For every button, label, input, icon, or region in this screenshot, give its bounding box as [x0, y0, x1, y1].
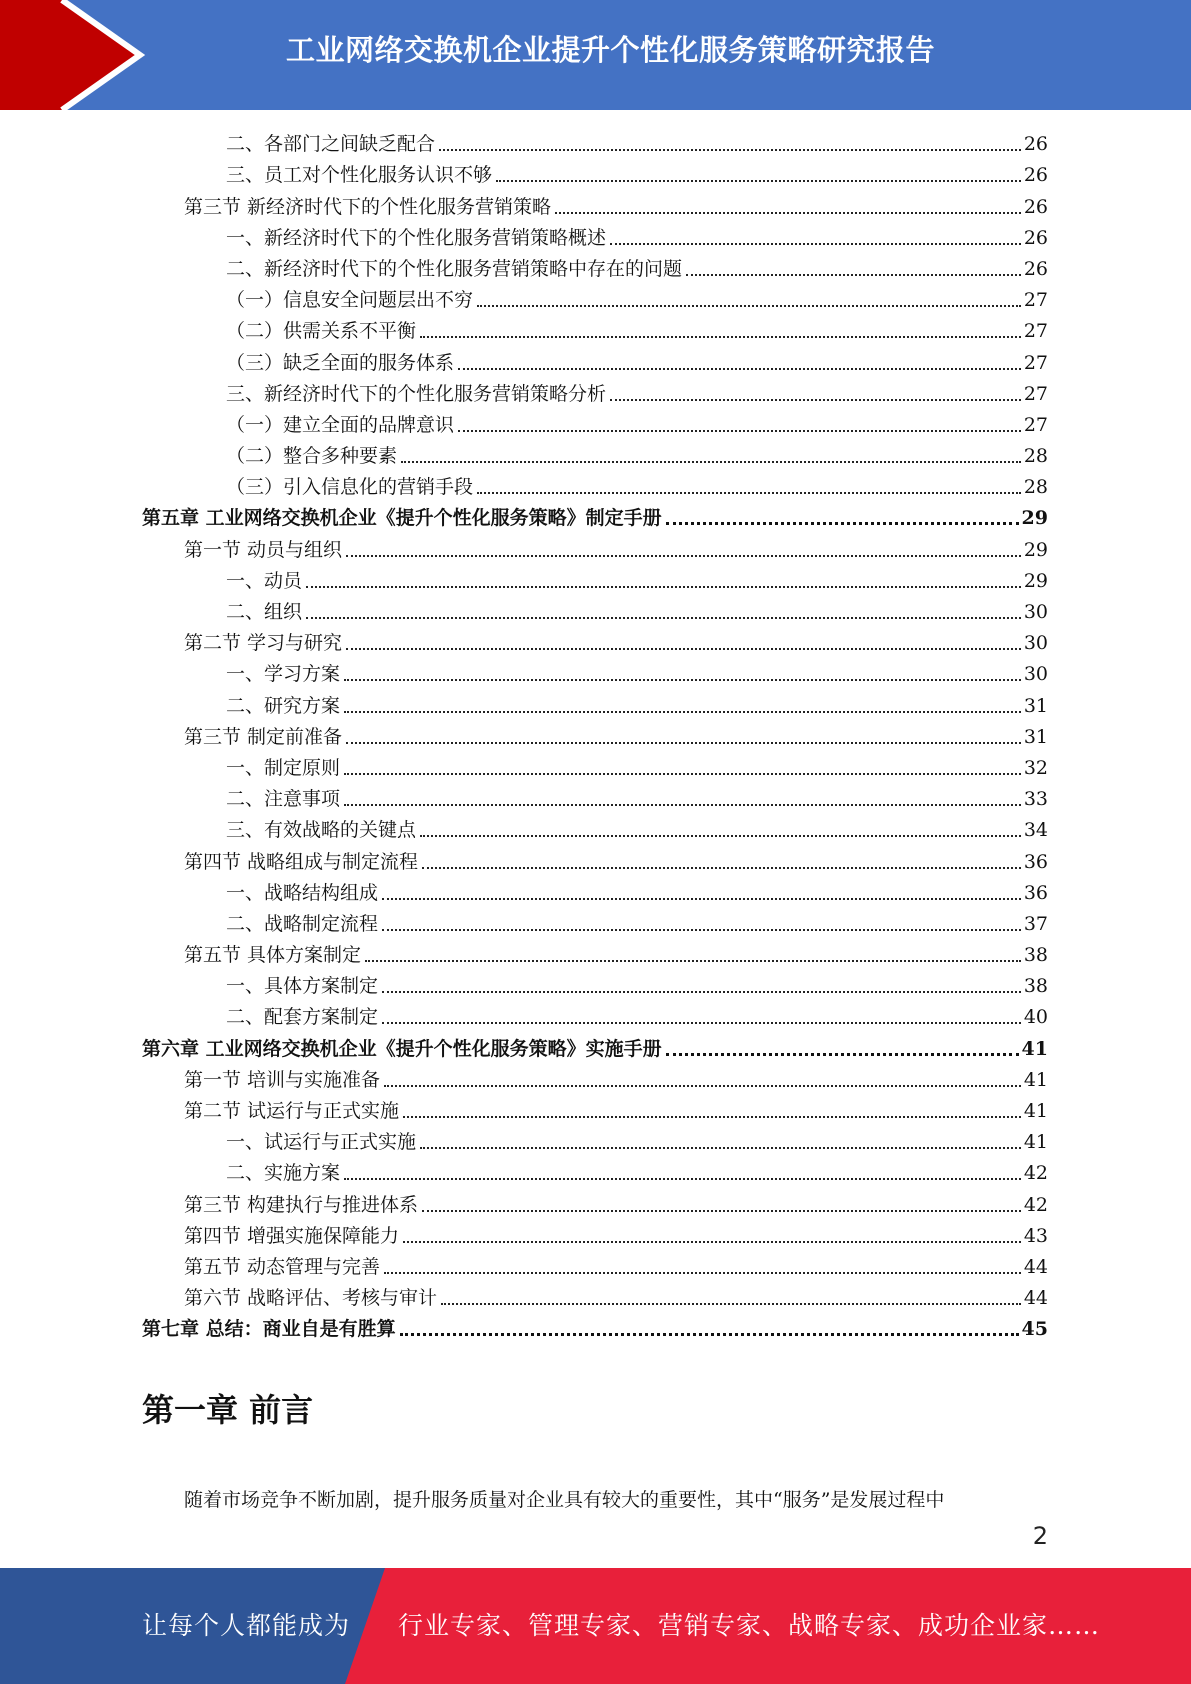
- toc-entry-title: 一、新经济时代下的个性化服务营销策略概述: [226, 226, 607, 249]
- toc-entry-title: 第四节 增强实施保障能力: [184, 1224, 400, 1247]
- toc-entry-page: 34: [1023, 819, 1048, 842]
- toc-section-entry[interactable]: [0, 1251, 1191, 1282]
- toc-entry-title: 一、试运行与正式实施: [226, 1131, 417, 1154]
- toc-entry-title: 第三节 制定前准备: [184, 725, 343, 748]
- toc-dot-leader: [458, 429, 1021, 432]
- toc-section-entry[interactable]: [0, 190, 1191, 221]
- toc-entry-title: （二）整合多种要素: [226, 445, 398, 468]
- toc-dot-leader: [420, 834, 1021, 837]
- toc-entry-page: 43: [1023, 1224, 1048, 1247]
- toc-dot-leader: [610, 398, 1021, 401]
- toc-dot-leader: [344, 772, 1021, 775]
- toc-chapter-entry[interactable]: [0, 502, 1191, 533]
- toc-entry-title: 二、组织: [226, 601, 303, 623]
- toc-dot-leader: [420, 335, 1021, 338]
- toc-entry-title: 第五节 动态管理与完善: [184, 1255, 381, 1278]
- toc-entry-page: 40: [1023, 1006, 1048, 1029]
- toc-entry-page: 27: [1023, 413, 1048, 436]
- toc-entry-page: 26: [1023, 164, 1048, 187]
- toc-dot-leader: [306, 585, 1021, 588]
- toc-entry-title: 第二节 试运行与正式实施: [184, 1100, 400, 1122]
- toc-entry-page: 44: [1023, 1255, 1048, 1278]
- toc-entry-title: （三）缺乏全面的服务体系: [226, 351, 455, 374]
- toc-section-entry[interactable]: [0, 845, 1191, 876]
- toc-dot-leader: [458, 367, 1021, 370]
- toc-dot-leader: [346, 554, 1021, 557]
- toc-section-entry[interactable]: [0, 721, 1191, 752]
- toc-dot-leader: [477, 304, 1021, 307]
- toc-entry-page: 36: [1023, 881, 1048, 904]
- toc-entry-page: 26: [1023, 226, 1048, 249]
- toc-entry-page: 30: [1023, 663, 1048, 686]
- toc-entry-page: 36: [1023, 850, 1048, 873]
- toc-entry-title: 第二节 学习与研究: [184, 632, 343, 655]
- toc-entry-title: 二、研究方案: [226, 694, 341, 717]
- toc-entry-title: 第七章 总结：商业自是有胜算: [142, 1318, 396, 1341]
- toc-dot-leader: [422, 1209, 1021, 1212]
- toc-subsection-entry[interactable]: [0, 1001, 1191, 1032]
- toc-entry-title: 二、新经济时代下的个性化服务营销策略中存在的问题: [226, 257, 683, 280]
- toc-entry-title: （一）信息安全问题层出不穷: [226, 289, 474, 312]
- toc-entry-page: 32: [1023, 756, 1048, 779]
- toc-section-entry[interactable]: [0, 627, 1191, 658]
- toc-subsection-entry[interactable]: [0, 565, 1191, 596]
- toc-entry-page: 30: [1023, 601, 1048, 623]
- toc-dot-leader: [384, 1271, 1021, 1274]
- toc-entry-title: 一、具体方案制定: [226, 975, 379, 998]
- toc-subsection-entry[interactable]: [0, 970, 1191, 1001]
- toc-entry-page: 29: [1021, 507, 1048, 530]
- toc-entry-title: 第四节 战略组成与制定流程: [184, 850, 419, 873]
- toc-entry-title: 第五章 工业网络交换机企业《提升个性化服务策略》制定手册: [142, 507, 662, 530]
- toc-section-entry[interactable]: [0, 1064, 1191, 1095]
- toc-dot-leader: [477, 491, 1021, 494]
- toc-entry-title: （一）建立全面的品牌意识: [226, 413, 455, 436]
- toc-dot-leader: [306, 616, 1021, 619]
- toc-dot-leader: [439, 148, 1021, 151]
- toc-entry-page: 28: [1023, 476, 1048, 499]
- toc-entry-page: 26: [1023, 133, 1048, 156]
- toc-entry-page: 37: [1023, 912, 1048, 935]
- toc-dot-leader: [344, 803, 1021, 806]
- toc-entry-title: 二、配套方案制定: [226, 1006, 379, 1029]
- toc-entry-title: 第三节 构建执行与推进体系: [184, 1193, 419, 1216]
- toc-subsection-entry[interactable]: [0, 1157, 1191, 1188]
- toc-entry-title: 一、动员: [226, 569, 303, 592]
- table-of-contents: [0, 128, 1191, 1344]
- toc-entry-page: 41: [1023, 1068, 1048, 1091]
- toc-dot-leader: [666, 1052, 1019, 1056]
- toc-subsection-entry[interactable]: [0, 877, 1191, 908]
- toc-section-entry[interactable]: [0, 1095, 1191, 1126]
- toc-subsection-entry[interactable]: [0, 596, 1191, 627]
- body-paragraph: 随着市场竞争不断加剧，提升服务质量对企业具有较大的重要性，其中“服务”是发展过程中: [184, 1489, 945, 1511]
- toc-entry-page: 26: [1023, 195, 1048, 218]
- toc-subsection-entry[interactable]: [0, 658, 1191, 689]
- toc-entry-page: 41: [1023, 1131, 1048, 1154]
- toc-dot-leader: [384, 1084, 1021, 1087]
- toc-subsection-entry[interactable]: [0, 908, 1191, 939]
- toc-entry-page: 41: [1023, 1100, 1048, 1122]
- toc-subsection-entry[interactable]: [0, 378, 1191, 409]
- toc-entry-page: 42: [1023, 1193, 1048, 1216]
- toc-entry-title: （二）供需关系不平衡: [226, 320, 417, 343]
- toc-entry-page: 26: [1023, 257, 1048, 280]
- toc-entry-page: 27: [1023, 289, 1048, 312]
- toc-entry-page: 41: [1021, 1037, 1048, 1060]
- toc-subsection-entry[interactable]: [0, 159, 1191, 190]
- toc-dot-leader: [555, 211, 1021, 214]
- toc-section-entry[interactable]: [0, 1282, 1191, 1313]
- toc-subsection-entry[interactable]: [0, 471, 1191, 502]
- page-number: 2: [1032, 1522, 1048, 1550]
- toc-entry-title: 三、新经济时代下的个性化服务营销策略分析: [226, 382, 607, 405]
- toc-subsection-entry[interactable]: [0, 222, 1191, 253]
- header-title: 工业网络交换机企业提升个性化服务策略研究报告: [285, 33, 935, 67]
- toc-subsection-entry[interactable]: [0, 1126, 1191, 1157]
- footer-slogan-right: 行业专家、管理专家、营销专家、战略专家、成功企业家……: [398, 1611, 1101, 1640]
- toc-subsection-entry[interactable]: [0, 409, 1191, 440]
- toc-entry-title: （三）引入信息化的营销手段: [226, 476, 474, 499]
- toc-subsection-entry[interactable]: [0, 315, 1191, 346]
- toc-dot-leader: [422, 866, 1021, 869]
- toc-entry-page: 42: [1023, 1162, 1048, 1185]
- toc-entry-title: 一、学习方案: [226, 663, 341, 686]
- toc-dot-leader: [420, 1146, 1021, 1149]
- toc-entry-page: 33: [1023, 788, 1048, 811]
- toc-section-entry[interactable]: [0, 1220, 1191, 1251]
- toc-entry-page: 28: [1023, 445, 1048, 468]
- toc-entry-page: 31: [1023, 725, 1048, 748]
- toc-entry-page: 38: [1023, 975, 1048, 998]
- toc-dot-leader: [666, 521, 1019, 525]
- toc-entry-page: 31: [1023, 694, 1048, 717]
- toc-dot-leader: [346, 647, 1021, 650]
- toc-section-entry[interactable]: [0, 939, 1191, 970]
- toc-subsection-entry[interactable]: [0, 440, 1191, 471]
- chapter-heading: 第一章 前言: [142, 1391, 314, 1429]
- toc-entry-page: 27: [1023, 320, 1048, 343]
- toc-entry-title: 二、战略制定流程: [226, 912, 379, 935]
- toc-subsection-entry[interactable]: [0, 128, 1191, 159]
- toc-entry-title: 第五节 具体方案制定: [184, 944, 362, 967]
- toc-subsection-entry[interactable]: [0, 689, 1191, 720]
- toc-entry-page: 27: [1023, 351, 1048, 374]
- toc-dot-leader: [400, 1332, 1019, 1336]
- toc-dot-leader: [382, 990, 1021, 993]
- toc-chapter-entry[interactable]: [0, 1313, 1191, 1344]
- toc-dot-leader: [382, 1021, 1021, 1024]
- toc-dot-leader: [403, 1240, 1021, 1243]
- toc-entry-page: 29: [1023, 538, 1048, 561]
- toc-dot-leader: [365, 959, 1021, 962]
- page-header: [0, 0, 1191, 110]
- toc-dot-leader: [496, 179, 1021, 182]
- toc-subsection-entry[interactable]: [0, 346, 1191, 377]
- toc-dot-leader: [344, 710, 1021, 713]
- toc-dot-leader: [382, 928, 1021, 931]
- toc-dot-leader: [401, 460, 1021, 463]
- toc-subsection-entry[interactable]: [0, 752, 1191, 783]
- toc-entry-page: 44: [1023, 1287, 1048, 1310]
- page-footer: [0, 1568, 1191, 1684]
- toc-subsection-entry[interactable]: [0, 814, 1191, 845]
- toc-entry-title: 第三节 新经济时代下的个性化服务营销策略: [184, 195, 552, 218]
- toc-entry-title: 三、有效战略的关键点: [226, 819, 417, 842]
- toc-entry-title: 一、战略结构组成: [226, 881, 379, 904]
- toc-entry-title: 第六章 工业网络交换机企业《提升个性化服务策略》实施手册: [142, 1037, 662, 1060]
- toc-dot-leader: [382, 897, 1021, 900]
- toc-dot-leader: [686, 273, 1021, 276]
- toc-subsection-entry[interactable]: [0, 783, 1191, 814]
- toc-entry-title: 一、制定原则: [226, 756, 341, 779]
- toc-entry-title: 三、员工对个性化服务认识不够: [226, 164, 493, 187]
- toc-subsection-entry[interactable]: [0, 284, 1191, 315]
- toc-entry-title: 二、各部门之间缺乏配合: [226, 133, 436, 156]
- toc-subsection-entry[interactable]: [0, 253, 1191, 284]
- toc-entry-title: 第一节 动员与组织: [184, 538, 343, 561]
- toc-entry-page: 29: [1023, 569, 1048, 592]
- toc-entry-title: 第六节 战略评估、考核与审计: [184, 1287, 438, 1310]
- toc-dot-leader: [346, 741, 1021, 744]
- toc-section-entry[interactable]: [0, 533, 1191, 564]
- toc-dot-leader: [610, 242, 1021, 245]
- toc-dot-leader: [441, 1302, 1021, 1305]
- footer-slogan-left: 让每个人都能成为: [142, 1611, 351, 1640]
- toc-entry-page: 27: [1023, 382, 1048, 405]
- toc-entry-page: 45: [1021, 1318, 1048, 1341]
- toc-entry-page: 30: [1023, 632, 1048, 655]
- toc-entry-title: 二、注意事项: [226, 788, 341, 811]
- toc-dot-leader: [344, 1177, 1021, 1180]
- toc-dot-leader: [344, 678, 1021, 681]
- toc-entry-title: 二、实施方案: [226, 1162, 341, 1185]
- toc-section-entry[interactable]: [0, 1188, 1191, 1219]
- toc-entry-title: 第一节 培训与实施准备: [184, 1068, 381, 1091]
- toc-chapter-entry[interactable]: [0, 1032, 1191, 1063]
- toc-entry-page: 38: [1023, 944, 1048, 967]
- toc-dot-leader: [403, 1115, 1021, 1118]
